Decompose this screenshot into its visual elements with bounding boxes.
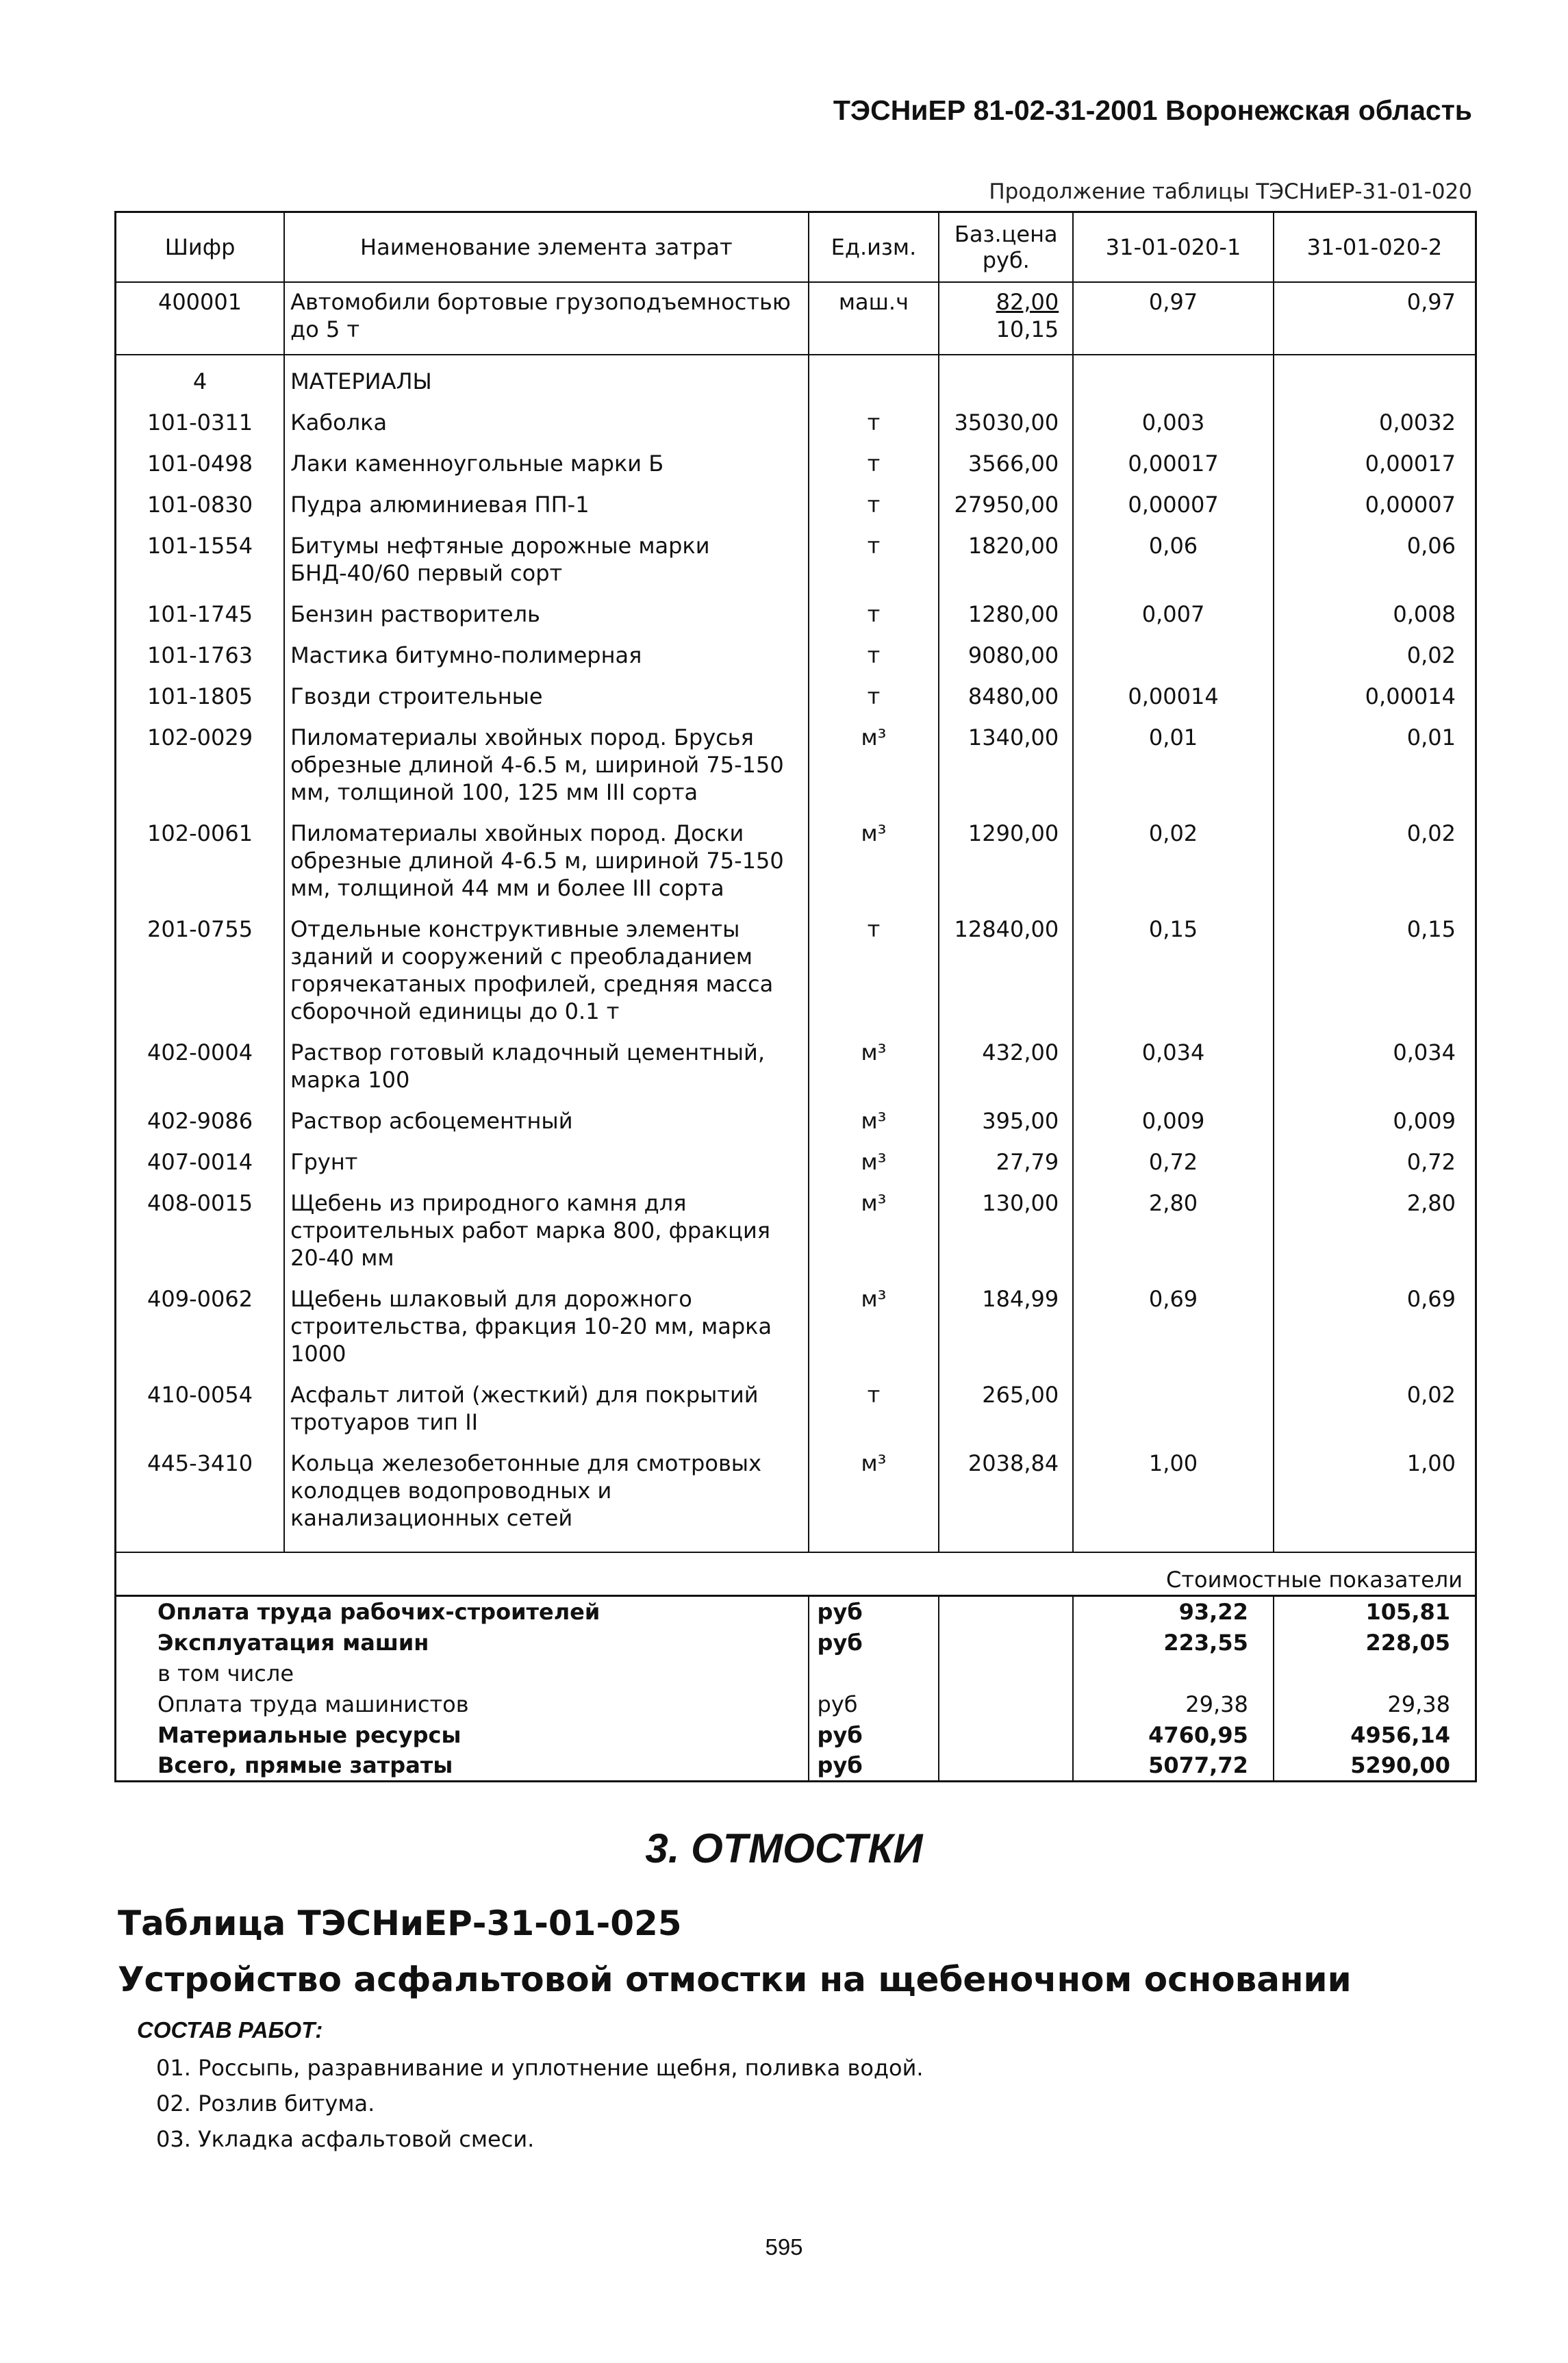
material-code: 409-0062	[116, 1280, 285, 1376]
material-name: Битумы нефтяные дорожные марки БНД-40/60 первый сорт	[284, 527, 808, 595]
empty-cell	[284, 1540, 808, 1552]
column-header-v1: 31-01-020-1	[1073, 212, 1274, 282]
material-price: 8480,00	[939, 677, 1073, 718]
material-price: 395,00	[939, 1102, 1073, 1143]
material-v1: 0,06	[1073, 527, 1274, 595]
table-header-row	[116, 212, 1476, 282]
material-unit: м³	[809, 814, 939, 910]
material-price: 1820,00	[939, 527, 1073, 595]
material-name: Щебень шлаковый для дорожного строительства, фракция 10-20 мм, марка 1000	[284, 1280, 808, 1376]
material-unit: т	[809, 1376, 939, 1444]
next-table-title: Таблица ТЭСНиЕР-31-01-025	[118, 1904, 682, 1943]
empty-cell	[116, 1540, 285, 1552]
summary-v1: 223,55	[1073, 1627, 1274, 1658]
material-code: 101-1763	[116, 636, 285, 677]
empty-cell	[939, 1658, 1073, 1689]
material-name: Пиломатериалы хвойных пород. Брусья обрезные длиной 4-6.5 м, шириной 75-150 мм, толщиной 100, 125 мм III сорта	[284, 718, 808, 814]
material-name: Раствор асбоцементный	[284, 1102, 808, 1143]
material-code: 101-0311	[116, 403, 285, 444]
summary-row	[116, 1750, 1476, 1782]
material-row	[116, 1184, 1476, 1280]
material-v1	[1073, 636, 1274, 677]
material-v1: 0,007	[1073, 595, 1274, 636]
material-code: 402-9086	[116, 1102, 285, 1143]
empty-cell	[939, 1596, 1073, 1628]
material-price: 9080,00	[939, 636, 1073, 677]
table-body	[116, 282, 1476, 1552]
empty-cell	[1073, 1540, 1274, 1552]
material-unit: т	[809, 910, 939, 1033]
material-code: 102-0061	[116, 814, 285, 910]
material-name: Грунт	[284, 1143, 808, 1184]
material-v1: 0,01	[1073, 718, 1274, 814]
empty-cell	[1274, 1540, 1476, 1552]
summary-v1: 5077,72	[1073, 1750, 1274, 1782]
machine-v2: 0,97	[1274, 282, 1476, 355]
summary-body	[116, 1552, 1476, 1782]
material-row	[116, 403, 1476, 444]
material-v1: 0,003	[1073, 403, 1274, 444]
material-price: 265,00	[939, 1376, 1073, 1444]
material-v2: 0,72	[1274, 1143, 1476, 1184]
material-name: Асфальт литой (жесткий) для покрытий тротуаров тип II	[284, 1376, 808, 1444]
works-list-item: 01. Россыпь, разравнивание и уплотнение щебня, поливка водой.	[156, 2055, 924, 2081]
material-unit: м³	[809, 1444, 939, 1540]
page-number: 595	[765, 2234, 803, 2260]
material-v2: 0,00017	[1274, 444, 1476, 485]
material-row	[116, 485, 1476, 527]
empty-cell	[1274, 355, 1476, 403]
material-row	[116, 595, 1476, 636]
material-v1: 0,69	[1073, 1280, 1274, 1376]
summary-unit: руб	[809, 1596, 939, 1628]
empty-cell	[939, 1719, 1073, 1750]
machine-v1: 0,97	[1073, 282, 1274, 355]
summary-unit: руб	[809, 1719, 939, 1750]
works-list-item: 03. Укладка асфальтовой смеси.	[156, 2126, 535, 2152]
material-v2: 0,034	[1274, 1033, 1476, 1102]
material-code: 101-0830	[116, 485, 285, 527]
summary-label: Оплата труда рабочих-строителей	[116, 1596, 809, 1628]
materials-section-code: 4	[116, 355, 285, 403]
column-header-v2: 31-01-020-2	[1274, 212, 1476, 282]
material-row	[116, 718, 1476, 814]
empty-cell	[939, 1540, 1073, 1552]
material-code: 410-0054	[116, 1376, 285, 1444]
material-code: 101-1805	[116, 677, 285, 718]
material-unit: м³	[809, 1143, 939, 1184]
table-continuation-note: Продолжение таблицы ТЭСНиЕР-31-01-020	[989, 179, 1472, 204]
material-row	[116, 444, 1476, 485]
empty-cell	[939, 1627, 1073, 1658]
material-row	[116, 1033, 1476, 1102]
summary-v1: 93,22	[1073, 1596, 1274, 1628]
cost-header-row	[116, 1552, 1476, 1596]
empty-cell	[939, 1689, 1073, 1719]
material-unit: т	[809, 595, 939, 636]
cost-header-label: Стоимостные показатели	[116, 1552, 1476, 1596]
summary-label: в том числе	[116, 1658, 809, 1689]
works-composition-label: СОСТАВ РАБОТ:	[137, 2017, 323, 2043]
material-code: 201-0755	[116, 910, 285, 1033]
summary-label: Эксплуатация машин	[116, 1627, 809, 1658]
material-v2: 0,06	[1274, 527, 1476, 595]
material-name: Пиломатериалы хвойных пород. Доски обрезные длиной 4-6.5 м, шириной 75-150 мм, толщиной 44 мм и более III сорта	[284, 814, 808, 910]
summary-row	[116, 1627, 1476, 1658]
material-name: Раствор готовый кладочный цементный, марка 100	[284, 1033, 808, 1102]
material-unit: м³	[809, 1033, 939, 1102]
empty-cell	[939, 355, 1073, 403]
machine-price-top: 82,00	[996, 288, 1059, 315]
material-v2: 0,00007	[1274, 485, 1476, 527]
summary-row	[116, 1658, 1476, 1689]
material-name: Бензин растворитель	[284, 595, 808, 636]
machine-price-bottom: 10,15	[996, 316, 1059, 342]
material-price: 432,00	[939, 1033, 1073, 1102]
material-v1	[1073, 1376, 1274, 1444]
material-row	[116, 636, 1476, 677]
summary-v2: 29,38	[1274, 1689, 1476, 1719]
materials-section-row	[116, 355, 1476, 403]
material-unit: т	[809, 527, 939, 595]
material-name: Кольца железобетонные для смотровых колодцев водопроводных и канализационных сетей	[284, 1444, 808, 1540]
material-v2: 0,0032	[1274, 403, 1476, 444]
material-unit: т	[809, 677, 939, 718]
material-name: Щебень из природного камня для строительных работ марка 800, фракция 20-40 мм	[284, 1184, 808, 1280]
material-v2: 1,00	[1274, 1444, 1476, 1540]
column-header-price: Баз.цена руб.	[939, 212, 1073, 282]
material-price: 12840,00	[939, 910, 1073, 1033]
summary-unit: руб	[809, 1627, 939, 1658]
material-v1: 0,15	[1073, 910, 1274, 1033]
material-code: 101-1554	[116, 527, 285, 595]
material-v1: 0,009	[1073, 1102, 1274, 1143]
material-unit: т	[809, 444, 939, 485]
machine-code: 400001	[116, 282, 285, 355]
works-list-item: 02. Розлив битума.	[156, 2090, 375, 2116]
material-name: Лаки каменноугольные марки Б	[284, 444, 808, 485]
material-v2: 0,02	[1274, 1376, 1476, 1444]
summary-unit: руб	[809, 1689, 939, 1719]
material-v1: 0,72	[1073, 1143, 1274, 1184]
material-name: Каболка	[284, 403, 808, 444]
summary-row	[116, 1689, 1476, 1719]
empty-cell	[1073, 355, 1274, 403]
section-title: 3. ОТМОСТКИ	[645, 1825, 923, 1871]
material-code: 402-0004	[116, 1033, 285, 1102]
resource-table	[114, 211, 1477, 1782]
document-header-title: ТЭСНиЕР 81-02-31-2001 Воронежская область	[833, 94, 1472, 126]
summary-v2: 5290,00	[1274, 1750, 1476, 1782]
material-code: 408-0015	[116, 1184, 285, 1280]
material-v2: 0,00014	[1274, 677, 1476, 718]
material-code: 407-0014	[116, 1143, 285, 1184]
material-v2: 0,02	[1274, 636, 1476, 677]
material-row	[116, 910, 1476, 1033]
material-v2: 0,008	[1274, 595, 1476, 636]
material-code: 445-3410	[116, 1444, 285, 1540]
material-unit: м³	[809, 718, 939, 814]
material-unit: м³	[809, 1102, 939, 1143]
material-row	[116, 1280, 1476, 1376]
column-header-name: Наименование элемента затрат	[284, 212, 808, 282]
summary-row	[116, 1719, 1476, 1750]
summary-row	[116, 1596, 1476, 1628]
column-header-unit: Ед.изм.	[809, 212, 939, 282]
summary-label: Оплата труда машинистов	[116, 1689, 809, 1719]
material-code: 102-0029	[116, 718, 285, 814]
summary-v2: 228,05	[1274, 1627, 1476, 1658]
material-price: 27950,00	[939, 485, 1073, 527]
material-name: Гвозди строительные	[284, 677, 808, 718]
materials-section-title: МАТЕРИАЛЫ	[284, 355, 808, 403]
material-price: 184,99	[939, 1280, 1073, 1376]
summary-unit	[809, 1658, 939, 1689]
material-price: 35030,00	[939, 403, 1073, 444]
material-v1: 0,00007	[1073, 485, 1274, 527]
material-code: 101-0498	[116, 444, 285, 485]
material-v1: 0,034	[1073, 1033, 1274, 1102]
material-row	[116, 1444, 1476, 1540]
machine-name: Автомобили бортовые грузоподъемностью до 5 т	[284, 282, 808, 355]
summary-v2: 4956,14	[1274, 1719, 1476, 1750]
material-v2: 0,01	[1274, 718, 1476, 814]
summary-unit: руб	[809, 1750, 939, 1782]
material-unit: т	[809, 636, 939, 677]
summary-v1	[1073, 1658, 1274, 1689]
empty-cell	[809, 355, 939, 403]
material-v2: 0,69	[1274, 1280, 1476, 1376]
material-row	[116, 1376, 1476, 1444]
material-price: 1340,00	[939, 718, 1073, 814]
material-v1: 0,00014	[1073, 677, 1274, 718]
summary-v1: 29,38	[1073, 1689, 1274, 1719]
machine-price	[939, 282, 1073, 355]
material-name: Мастика битумно-полимерная	[284, 636, 808, 677]
works-list	[156, 2050, 924, 2157]
empty-cell	[939, 1750, 1073, 1782]
material-v2: 0,02	[1274, 814, 1476, 910]
summary-label: Материальные ресурсы	[116, 1719, 809, 1750]
material-unit: м³	[809, 1184, 939, 1280]
material-name: Пудра алюминиевая ПП-1	[284, 485, 808, 527]
summary-label: Всего, прямые затраты	[116, 1750, 809, 1782]
material-unit: т	[809, 485, 939, 527]
material-code: 101-1745	[116, 595, 285, 636]
next-table-subtitle: Устройство асфальтовой отмостки на щебеночном основании	[118, 1960, 1352, 1999]
machine-row	[116, 282, 1476, 355]
material-row	[116, 527, 1476, 595]
material-v2: 0,15	[1274, 910, 1476, 1033]
material-price: 27,79	[939, 1143, 1073, 1184]
material-v1: 0,00017	[1073, 444, 1274, 485]
summary-v1: 4760,95	[1073, 1719, 1274, 1750]
material-price: 130,00	[939, 1184, 1073, 1280]
material-v2: 0,009	[1274, 1102, 1476, 1143]
material-price: 2038,84	[939, 1444, 1073, 1540]
column-header-code: Шифр	[116, 212, 285, 282]
material-v1: 1,00	[1073, 1444, 1274, 1540]
material-row	[116, 1143, 1476, 1184]
spacer-row	[116, 1540, 1476, 1552]
material-unit: т	[809, 403, 939, 444]
empty-cell	[809, 1540, 939, 1552]
material-price: 1290,00	[939, 814, 1073, 910]
material-v1: 0,02	[1073, 814, 1274, 910]
summary-v2	[1274, 1658, 1476, 1689]
material-v2: 2,80	[1274, 1184, 1476, 1280]
material-unit: м³	[809, 1280, 939, 1376]
material-row	[116, 1102, 1476, 1143]
material-row	[116, 677, 1476, 718]
material-price: 3566,00	[939, 444, 1073, 485]
material-price: 1280,00	[939, 595, 1073, 636]
summary-v2: 105,81	[1274, 1596, 1476, 1628]
machine-unit: маш.ч	[809, 282, 939, 355]
material-name: Отдельные конструктивные элементы зданий и сооружений с преобладанием горячекатаных профилей, средняя масса сборочной единицы до 0.1 т	[284, 910, 808, 1033]
material-v1: 2,80	[1073, 1184, 1274, 1280]
material-row	[116, 814, 1476, 910]
